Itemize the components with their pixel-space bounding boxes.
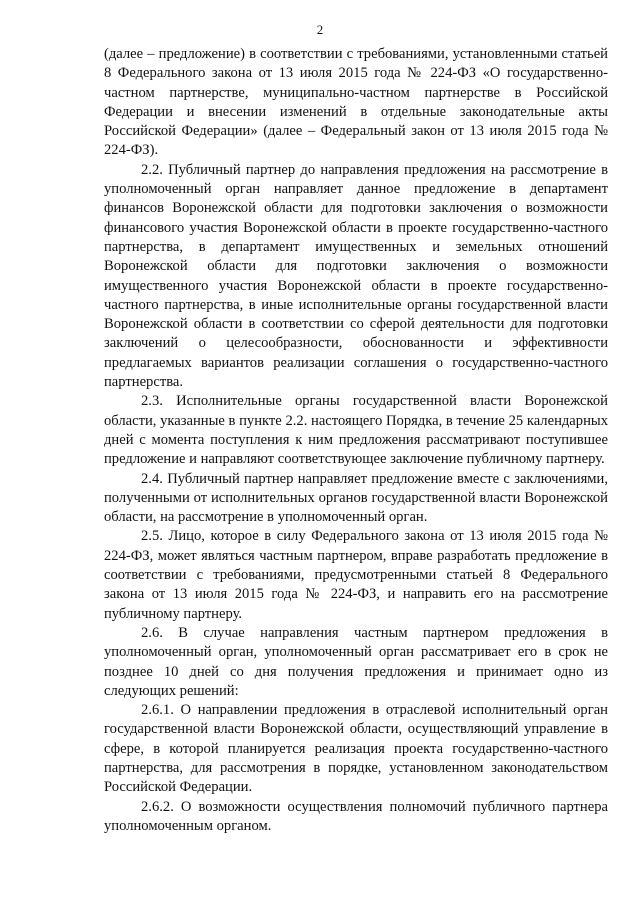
paragraph-2-5: 2.5. Лицо, которое в силу Федерального закона от 13 июля 2015 года № 224-ФЗ, может являться частным партнером, вправе разработать предложение в соответствии с требованиями, предусмотренными статьей 8 Федерального закона от 13 июля 2015 года № 224-ФЗ, и направить его на рассмотрение публичному партнеру. bbox=[104, 528, 608, 622]
paragraph-2-3: 2.3. Исполнительные органы государственной власти Воронежской области, указанные в пункте 2.2. настоящего Порядка, в течение 25 календарных дней с момента поступления к ним предложения рассматривают поступившее предложение и направляют соответствующее заключение публичному партнеру. bbox=[104, 393, 608, 468]
paragraph-2-6-2: 2.6.2. О возможности осуществления полномочий публичного партнера уполномоченным органом. bbox=[104, 798, 608, 834]
paragraph-2-6-1: 2.6.1. О направлении предложения в отраслевой исполнительный орган государственной власти Воронежской области, осуществляющий управление в сфере, в которой планируется реализация проекта государственно-частного партнерства, для рассмотрения в порядке, установленном законодательством Российской Федерации. bbox=[104, 702, 608, 796]
document-body bbox=[104, 45, 608, 836]
page-number: 2 bbox=[316, 22, 324, 37]
paragraph-2-2: 2.2. Публичный партнер до направления предложения на рассмотрение в уполномоченный орган направляет данное предложение в департамент финансов Воронежской области для подготовки заключения о возможности финансового участия Воронежской области в проекте государственно-частного партнерства, в департамент имущественных и земельных отношений Воронежской области для подготовки заключения о возможности имущественного участия Воронежской области в проекте государственно-частного партнерства, в иные исполнительные органы государственной власти Воронежской области в соответствии со сферой деятельности для подготовки заключений о целесообразности, обоснованности и эффективности предлагаемых вариантов реализации соглашения о государственно-частного партнерства. bbox=[104, 161, 608, 391]
paragraph-2-4: 2.4. Публичный партнер направляет предложение вместе с заключениями, полученными от исполнительных органов государственной власти Воронежской области, на рассмотрение в уполномоченный орган. bbox=[104, 470, 608, 526]
paragraph-2-6: 2.6. В случае направления частным партнером предложения в уполномоченный орган, уполномоченный орган рассматривает его в срок не позднее 10 дней со дня получения предложения и принимает одно из следующих решений: bbox=[104, 624, 608, 699]
paragraph-intro-continuation: (далее – предложение) в соответствии с требованиями, установленными статьей 8 Федерального закона от 13 июля 2015 года № 224-ФЗ «О государственно-частном партнерстве, муниципально-частном партнерстве в Российской Федерации и внесении изменений в отдельные законодательные акты Российской Федерации» (далее – Федеральный закон от 13 июля 2015 года № 224-ФЗ). bbox=[104, 46, 608, 159]
